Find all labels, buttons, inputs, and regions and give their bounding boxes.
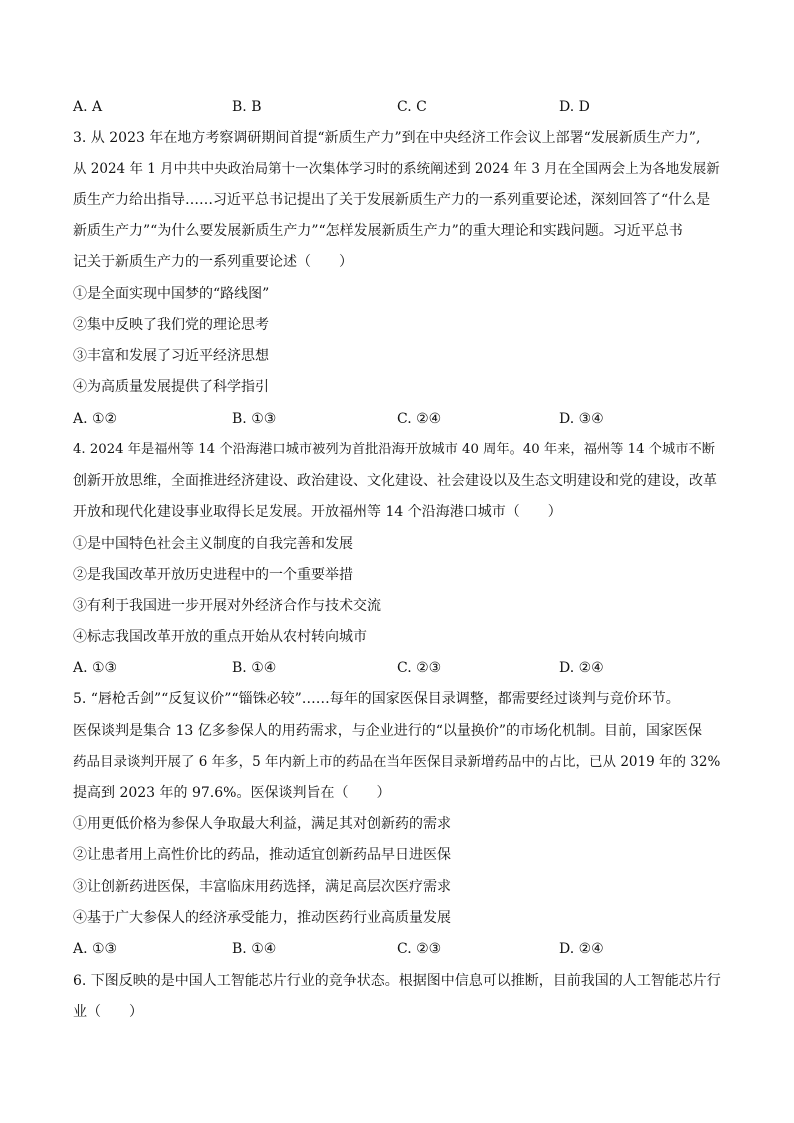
q5-stem-line: 提高到 2023 年的 97.6%。医保谈判旨在（ ） <box>73 785 391 801</box>
q3-statement: ①是全面实现中国梦的“路线图” <box>73 286 270 302</box>
q6-stem-line: 6. 下图反映的是中国人工智能芯片行业的竞争状态。根据图中信息可以推断，目前我国的人工智能芯片行 <box>73 973 721 989</box>
q2-option-c[interactable]: C. C <box>397 99 427 115</box>
q3-option-d[interactable]: D. ③④ <box>559 411 604 427</box>
q5-statement: ④基于广大参保人的经济承受能力，推动医药行业高质量发展 <box>73 910 451 926</box>
q4-stem-line: 4. 2024 年是福州等 14 个沿海港口城市被列为首批沿海开放城市 40 周年。40 年来，福州等 14 个城市不断 <box>73 442 715 457</box>
q5-statement: ③让创新药进医保，丰富临床用药选择，满足高层次医疗需求 <box>73 879 451 895</box>
q3-stem-line: 3. 从 2023 年在地方考察调研期间首提“新质生产力”到在中央经济工作会议上部署“发展新质生产力”, <box>73 130 701 146</box>
q4-options <box>73 658 723 678</box>
q4-statement: ④标志我国改革开放的重点开始从农村转向城市 <box>73 629 367 645</box>
q2-option-b[interactable]: B. B <box>232 99 262 115</box>
q3-statement: ④为高质量发展提供了科学指引 <box>73 379 269 395</box>
q3-statement: ②集中反映了我们党的理论思考 <box>73 317 269 333</box>
q4-option-c[interactable]: C. ②③ <box>397 660 442 676</box>
q3-stem-line: 从 2024 年 1 月中共中央政治局第十一次集体学习时的系统阐述到 2024 年 3 月在全国两会上为各地发展新 <box>73 161 720 177</box>
q3-stem-line: 质生产力给出指导……习近平总书记提出了关于发展新质生产力的一系列重要论述，深刻回答了“什么是 <box>73 192 711 208</box>
q4-statement: ③有利于我国进一步开展对外经济合作与技术交流 <box>73 598 381 614</box>
q5-statement: ①用更低价格为参保人争取最大利益，满足其对创新药的需求 <box>73 816 451 832</box>
q4-option-d[interactable]: D. ②④ <box>559 660 604 676</box>
q4-option-b[interactable]: B. ①④ <box>232 660 277 676</box>
q4-stem-line: 开放和现代化建设事业取得长足发展。开放福州等 14 个沿海港口城市（ ） <box>73 504 562 520</box>
q3-stem-line: 记关于新质生产力的一系列重要论述（ ） <box>73 254 353 270</box>
q3-options <box>73 409 723 429</box>
q4-option-a[interactable]: A. ①③ <box>73 660 118 676</box>
q5-option-c[interactable]: C. ②③ <box>397 941 442 957</box>
q5-options <box>73 939 723 959</box>
q2-option-a[interactable]: A. A <box>73 99 103 115</box>
q5-option-d[interactable]: D. ②④ <box>559 941 604 957</box>
q5-stem-line: 5. “唇枪舌剑”“反复议价”“锱铢必较”……每年的国家医保目录调整，都需要经过谈判与竞价环节。 <box>73 691 680 707</box>
q3-stem-line: 新质生产力”“为什么要发展新质生产力”“怎样发展新质生产力”的重大理论和实践问题。习近平总书 <box>73 223 683 239</box>
q3-option-b[interactable]: B. ①③ <box>232 411 277 427</box>
q5-option-b[interactable]: B. ①④ <box>232 941 277 957</box>
q5-stem-line: 医保谈判是集合 13 亿多参保人的用药需求，与企业进行的“以量换价”的市场化机制。目前，国家医保 <box>73 723 703 739</box>
q3-option-a[interactable]: A. ①② <box>73 411 118 427</box>
q4-statement: ②是我国改革开放历史进程中的一个重要举措 <box>73 567 353 583</box>
q4-statement: ①是中国特色社会主义制度的自我完善和发展 <box>73 536 353 552</box>
q2-options <box>73 97 723 117</box>
q5-option-a[interactable]: A. ①③ <box>73 941 118 957</box>
q3-statement: ③丰富和发展了习近平经济思想 <box>73 348 269 364</box>
q5-statement: ②让患者用上高性价比的药品，推动适宜创新药品早日进医保 <box>73 847 451 863</box>
q6-stem-line: 业（ ） <box>73 1004 143 1020</box>
q3-option-c[interactable]: C. ②④ <box>397 411 442 427</box>
q5-stem-line: 药品目录谈判开展了 6 年多，5 年内新上市的药品在当年医保目录新增药品中的占比，已从 2019 年的 32% <box>73 754 721 770</box>
q2-option-d[interactable]: D. D <box>559 99 590 115</box>
q4-stem-line: 创新开放思维，全面推进经济建设、政治建设、文化建设、社会建设以及生态文明建设和党的建设，改革 <box>73 473 717 489</box>
